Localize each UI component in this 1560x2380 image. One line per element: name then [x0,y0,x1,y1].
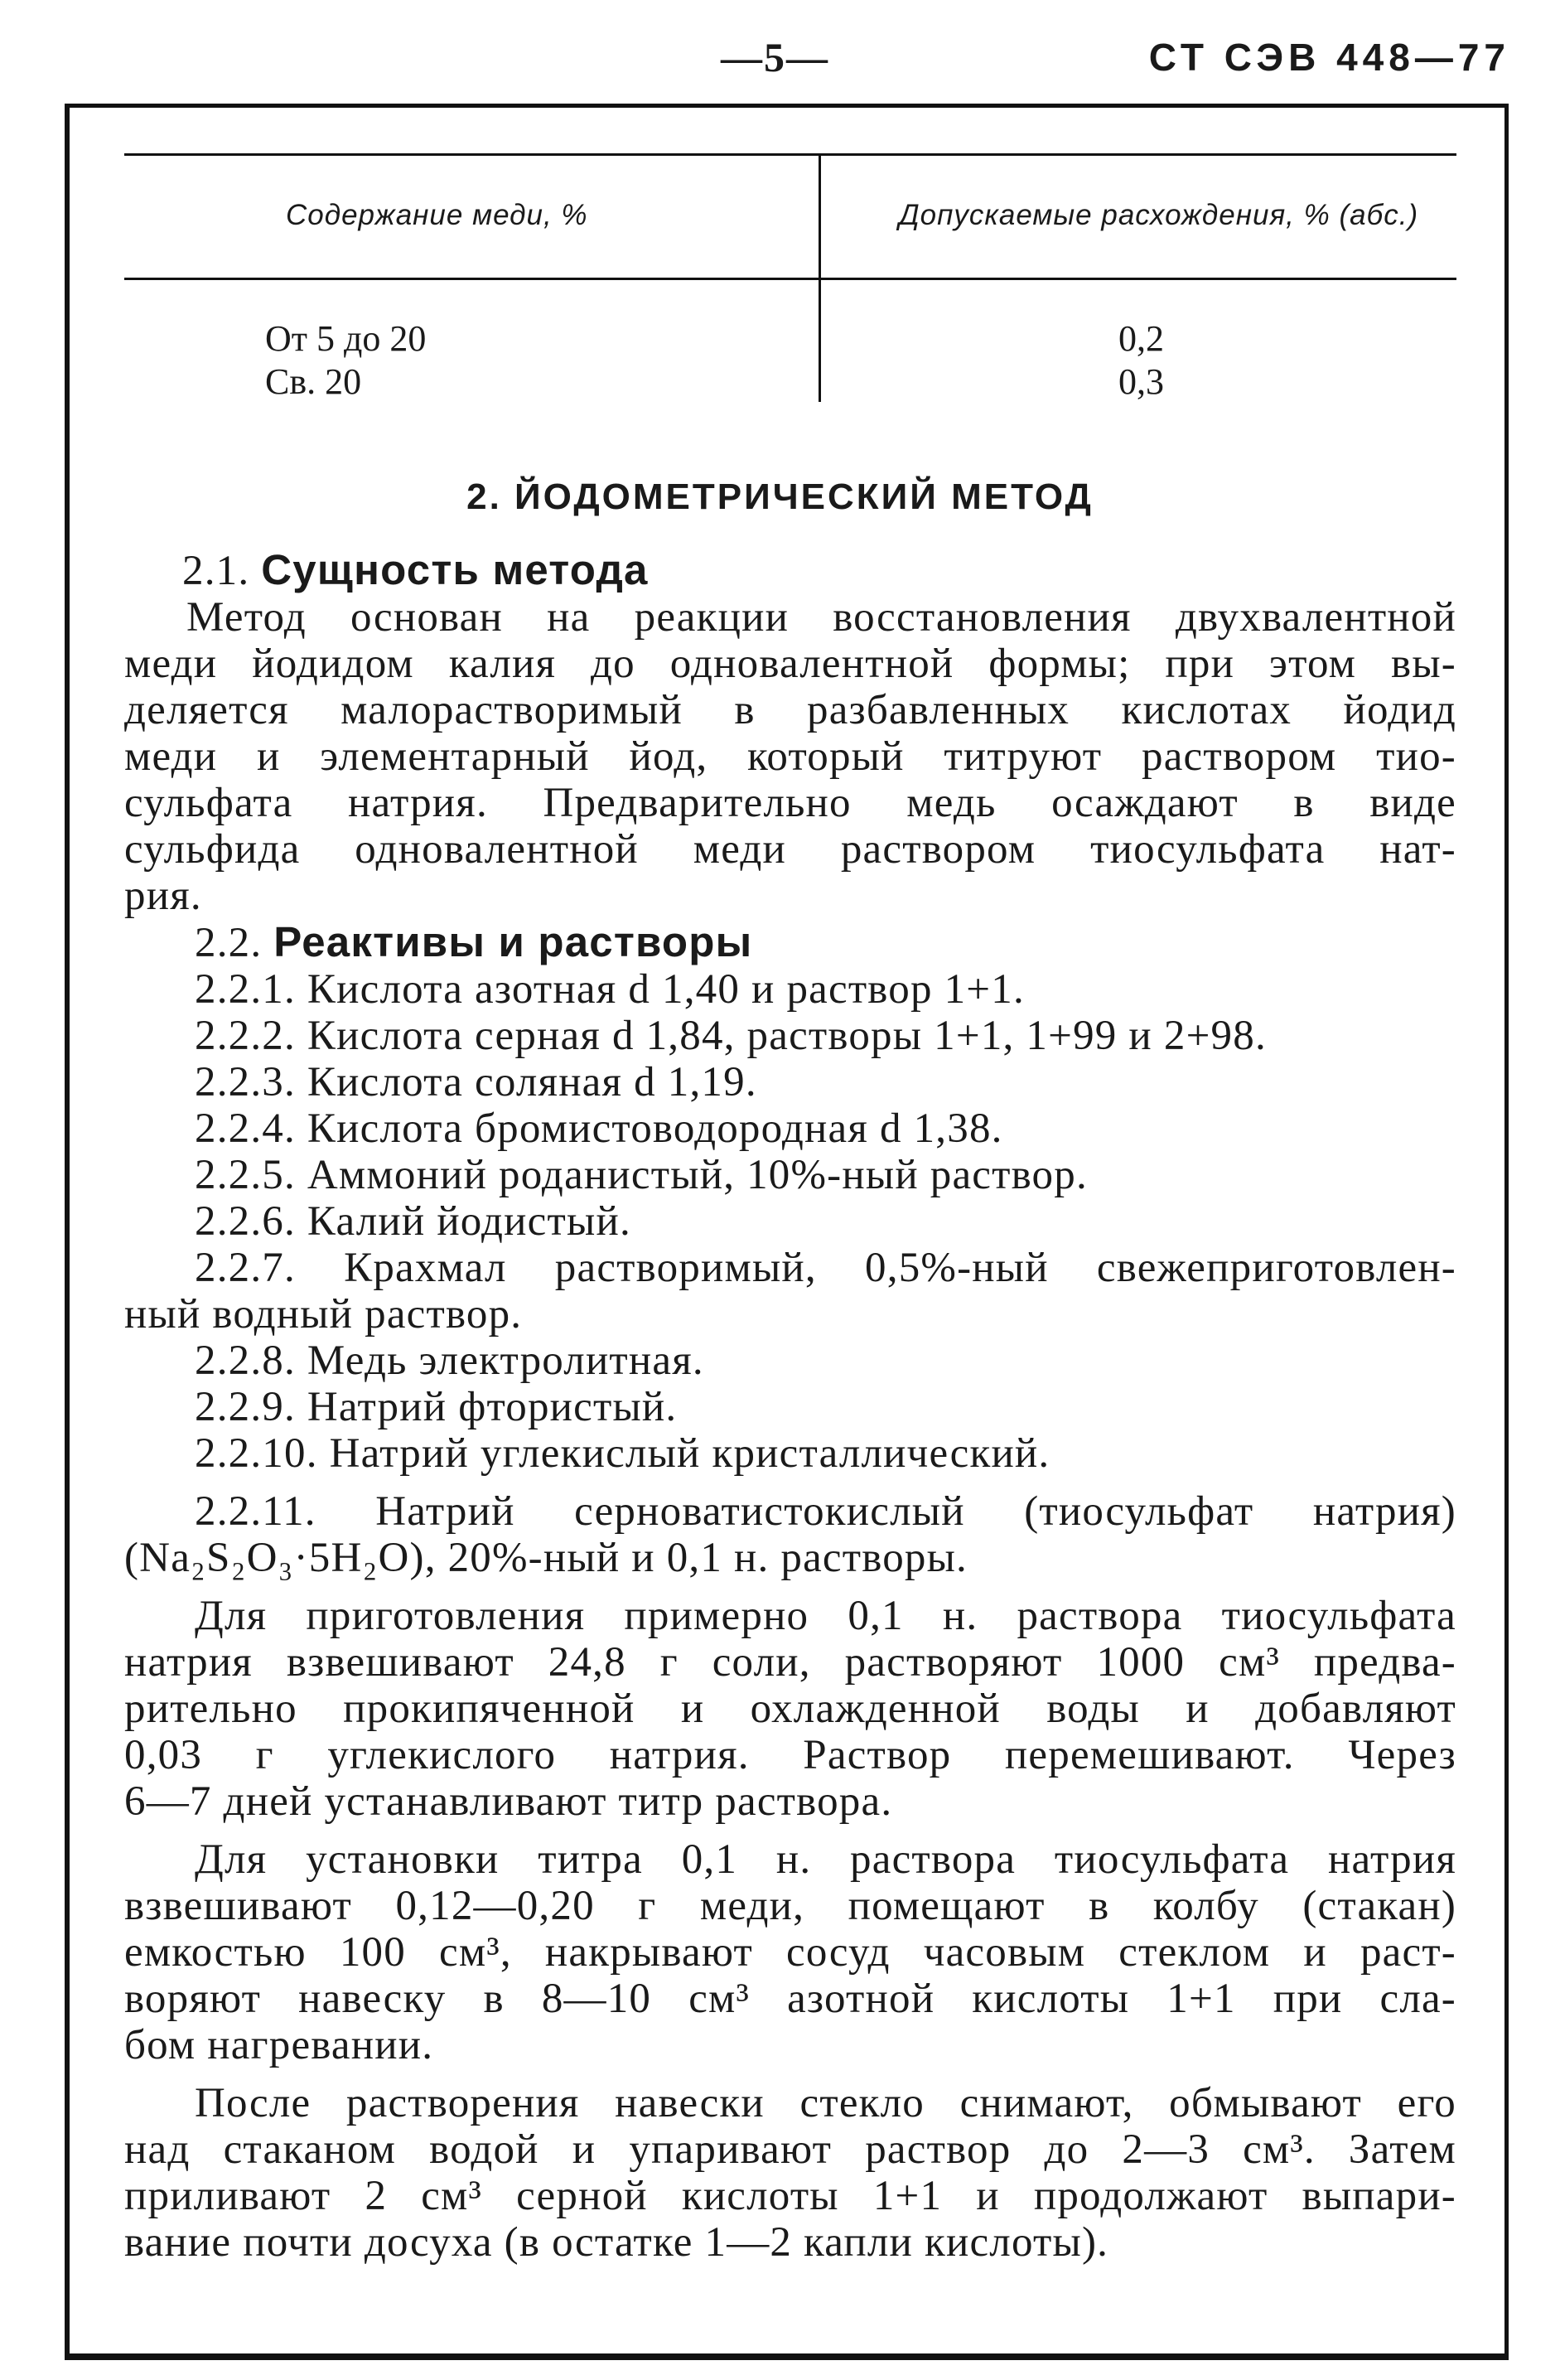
subsection-heading-2-2 [124,919,1456,966]
reagent-item: 2.2.2. Кислота серная d 1,84, растворы 1+1, 1+99 и 2+98. [195,1013,1267,1059]
paragraph-line: деляется малорастворимый в разбавленных кислотах йодид [124,687,1456,733]
paragraph-line: бом нагревании. [124,2022,434,2068]
reagent-item-continuation: ный водный раствор. [124,1291,523,1338]
reagent-item: 2.2.3. Кислота соляная d 1,19. [195,1059,757,1105]
subsection-heading-2-1 [124,547,1456,594]
table-cell: От 5 до 20 [265,318,427,359]
reagent-item: 2.2.5. Аммоний роданистый, 10%-ный раствор. [195,1152,1088,1198]
table-cell: 0,2 [1118,318,1164,359]
paragraph-line: рительно прокипяченной и охлажденной воды и добавляют [124,1686,1456,1732]
table-cell: 0,3 [1118,361,1164,402]
paragraph-line: воряют навеску в 8—10 см³ азотной кислоты 1+1 при сла- [124,1976,1456,2022]
paragraph-line: меди йодидом калия до одновалентной формы; при этом вы- [124,641,1456,687]
paragraph-line: взвешивают 0,12—0,20 г меди, помещают в колбу (стакан) [124,1883,1456,1929]
table-cell: Св. 20 [265,361,362,402]
page-number: —5— [721,34,829,80]
table-column-copper-content [265,317,426,404]
paragraph-line: рия. [124,873,202,919]
reagent-item: 2.2.8. Медь электролитная. [195,1338,704,1384]
reagent-item-continuation: (Na₂S₂O₃·5H₂O), 20%-ный и 0,1 н. растворы. [124,1535,968,1581]
paragraph-line: емкостью 100 см³, накрывают сосуд часовым стеклом и раст- [124,1929,1456,1976]
table-header-rule [124,278,1456,280]
paragraph-line: сульфида одновалентной меди раствором тиосульфата нат- [124,826,1456,873]
subsection-number: 2.2. [195,920,263,966]
subsection-title: Сущность метода [261,546,649,593]
paragraph-line: Для установки титра 0,1 н. раствора тиосульфата натрия [195,1836,1456,1883]
section-title: 2. ЙОДОМЕТРИЧЕСКИЙ МЕТОД [466,476,1094,517]
table-top-rule [124,153,1456,156]
reagent-item: 2.2.4. Кислота бромистоводородная d 1,38. [195,1105,1003,1152]
table-header-copper-content: Содержание меди, % [286,199,588,231]
tolerance-table [124,153,1456,402]
reagent-item: 2.2.11. Натрий серноватистокислый (тиосульфат натрия) [195,1488,1456,1535]
paragraph-line: После растворения навески стекло снимают, обмывают его [195,2080,1456,2126]
reagent-item: 2.2.7. Крахмал растворимый, 0,5%-ный свежеприготовлен- [195,1245,1456,1291]
table-column-divider [819,153,821,402]
paragraph-line: приливают 2 см³ серной кислоты 1+1 и продолжают выпари- [124,2173,1456,2219]
subsection-number: 2.1. [182,548,250,594]
paragraph-line: меди и элементарный йод, который титруют раствором тио- [124,733,1456,780]
paragraph-line: сульфата натрия. Предварительно медь осаждают в виде [124,780,1456,826]
paragraph-line: 6—7 дней устанавливают титр раствора. [124,1778,893,1825]
paragraph-line: над стаканом водой и упаривают раствор до 2—3 см³. Затем [124,2126,1456,2173]
paragraph-line: Для приготовления примерно 0,1 н. раствора тиосульфата [195,1593,1456,1639]
document-body [124,547,1456,2266]
paragraph-line: вание почти досуха (в остатке 1—2 капли кислоты). [124,2219,1109,2266]
reagent-item: 2.2.9. Натрий фтористый. [195,1384,678,1430]
table-column-tolerance [1118,317,1164,404]
reagent-item: 2.2.6. Калий йодистый. [195,1198,631,1245]
standard-designation: СТ СЭВ 448—77 [1148,36,1510,79]
paragraph-line: Метод основан на реакции восстановления двухвалентной [186,594,1456,641]
table-header-tolerance: Допускаемые расхождения, % (абс.) [899,199,1419,231]
paragraph-line: 0,03 г углекислого натрия. Раствор перемешивают. Через [124,1732,1456,1778]
paragraph-line: натрия взвешивают 24,8 г соли, растворяют 1000 см³ предва- [124,1639,1456,1686]
subsection-title: Реактивы и растворы [273,918,753,965]
reagent-item: 2.2.1. Кислота азотная d 1,40 и раствор 1+1. [195,966,1025,1013]
reagent-item: 2.2.10. Натрий углекислый кристаллический. [195,1430,1050,1477]
